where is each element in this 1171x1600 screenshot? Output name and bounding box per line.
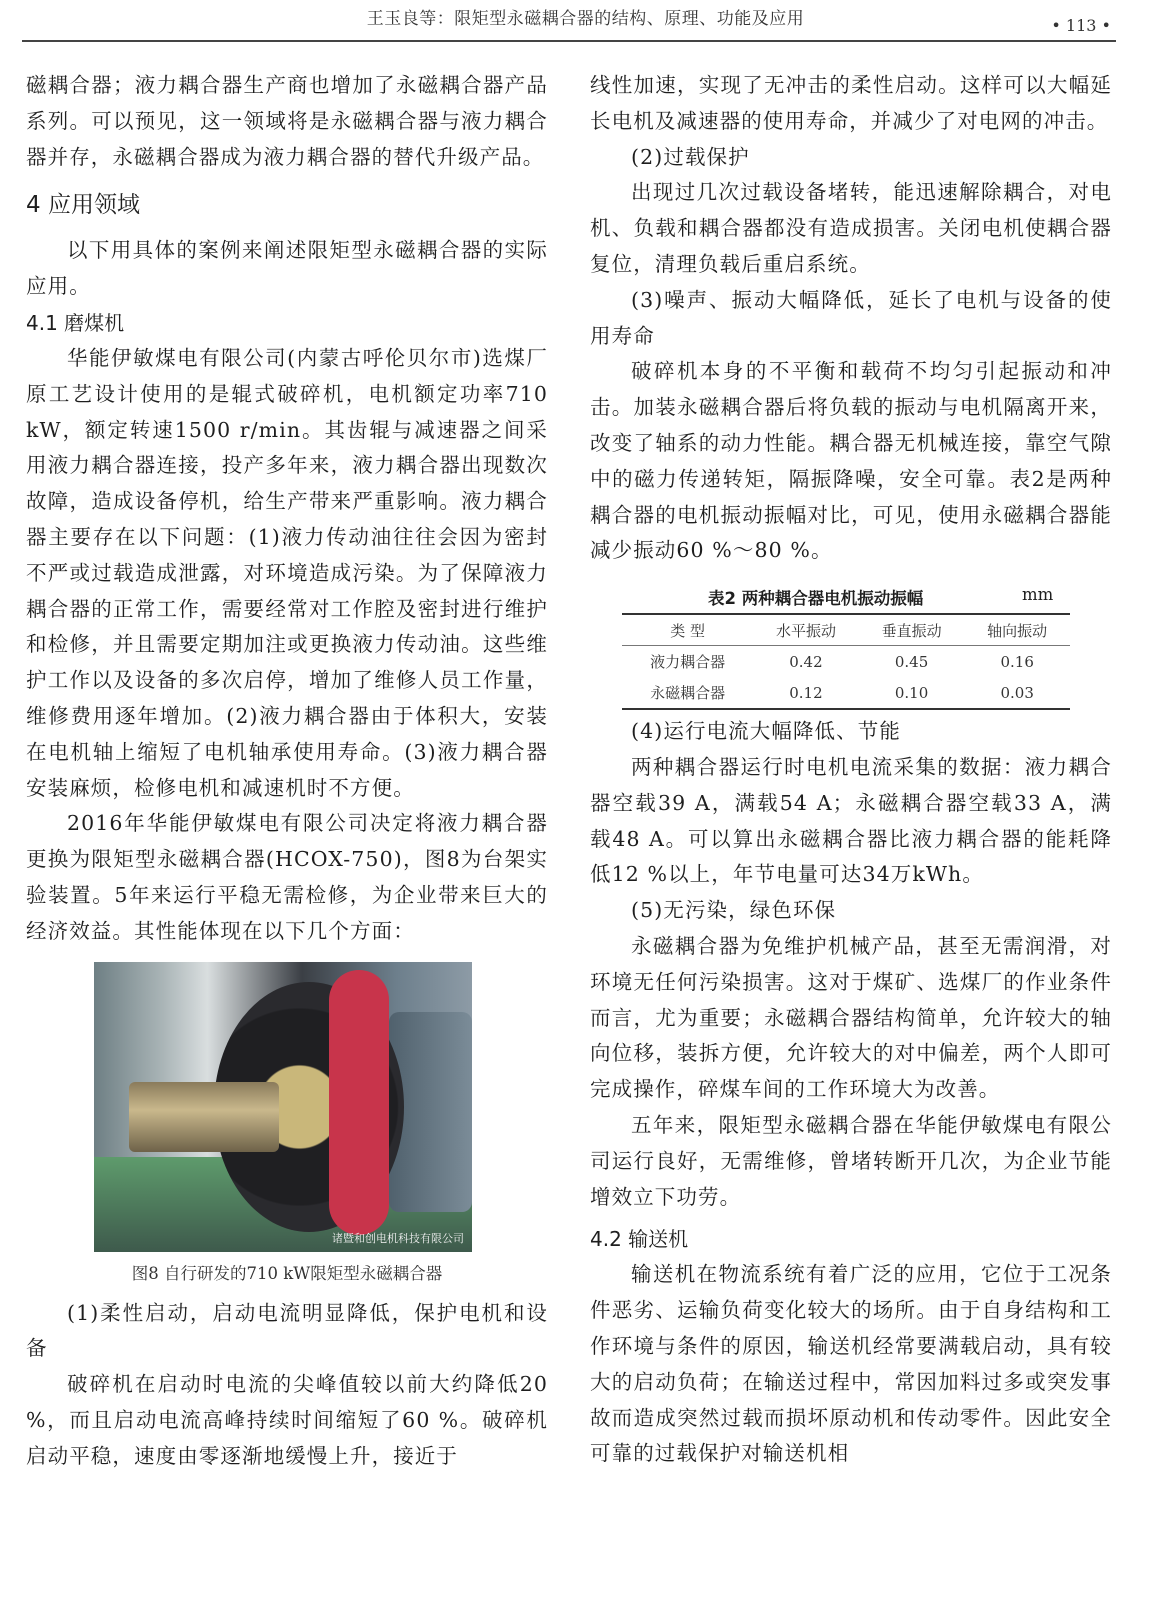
table-2 (590, 581, 1112, 710)
running-title: 王玉良等：限矩型永磁耦合器的结构、原理、功能及应用 (366, 9, 805, 29)
page-number: • 113 • (1051, 16, 1111, 35)
cell: 液力耦合器 (650, 653, 726, 672)
item-3-title: (3)噪声、振动大幅降低，延长了电机与设备的使用寿命 (590, 287, 1112, 348)
item-5-body: 永磁耦合器为免维护机械产品，甚至无需润滑，对环境无任何污染损害。这对于煤矿、选煤厂的作业条件而言，尤为重要；永磁耦合器结构简单，允许较大的轴向位移，装拆方便，允许较大的对中偏差，两个人即可完成操作，碎煤车间的工作环境大为改善。 (590, 933, 1112, 1102)
right-column (590, 68, 1112, 1472)
table-title: 表2 两种耦合器电机振动振幅 (708, 589, 924, 609)
item-1-title: (1)柔性启动，启动电流明显降低，保护电机和设备 (26, 1300, 548, 1361)
paragraph-section-4: 以下用具体的案例来阐述限矩型永磁耦合器的实际应用。 (26, 238, 548, 299)
item-1-body: 破碎机在启动时电流的尖峰值较以前大约降低20 %，而且启动电流高峰持续时间缩短了60 %。破碎机启动平稳，速度由零逐渐地缓慢上升，接近于 (26, 1372, 548, 1468)
section-4-heading: 4 应用领域 (26, 192, 140, 219)
item-3-body: 破碎机本身的不平衡和载荷不均匀引起振动和冲击。加装永磁耦合器后将负载的振动与电机隔离开来，改变了轴系的动力性能。耦合器无机械连接，靠空气隙中的磁力传递转矩，隔振降噪，安全可靠。表2是两种耦合器的电机振动振幅对比，可见，使用永磁耦合器能减少振动60 %～80 %。 (590, 359, 1112, 563)
cell: 0.16 (1000, 652, 1034, 671)
vibration-table (622, 613, 1070, 710)
section-4-1-heading: 4.1 磨煤机 (26, 310, 125, 335)
paragraph-4-1-a: 华能伊敏煤电有限公司(内蒙古呼伦贝尔市)选煤厂原工艺设计使用的是辊式破碎机，电机额定功率710 kW，额定转速1500 r/min。其齿辊与减速器之间采用液力耦合器连接，投产多年来，液力耦合器出现数次故障，造成设备停机，给生产带来严重影响。液力耦合器主要存在以下问题：(1)液力传动油往往会因为密封不严或过载造成泄露，对环境造成污染。为了保障液力耦合器的正常工作，需要经常对工作腔及密封进行维护和检修，并且需要定期加注或更换液力传动油。这些维护工作以及设备的多次启停，增加了维修人员工作量，维修费用逐年增加。(2)液力耦合器由于体积大，安装在电机轴上缩短了电机轴承使用寿命。(3)液力耦合器安装麻烦，检修电机和减速机时不方便。 (26, 345, 548, 800)
table-row (622, 677, 1070, 709)
item-4-title: (4)运行电流大幅降低、节能 (631, 719, 901, 744)
cell: 永磁耦合器 (622, 677, 753, 709)
paragraph-summary: 五年来，限矩型永磁耦合器在华能伊敏煤电有限公司运行良好，无需维修，曾堵转断开几次，为企业节能增效立下功劳。 (590, 1112, 1112, 1209)
col-header-horizontal: 水平振动 (753, 614, 859, 646)
photo-shaft (129, 1082, 279, 1152)
table-caption (590, 581, 1112, 613)
item-2-title: (2)过载保护 (631, 144, 750, 169)
header-rule (22, 40, 1116, 42)
paragraph-intro: 磁耦合器；液力耦合器生产商也增加了永磁耦合器产品系列。可以预见，这一领域将是永磁耦合器与液力耦合器并存，永磁耦合器成为液力耦合器的替代升级产品。 (26, 73, 548, 169)
table-header-row (622, 614, 1070, 646)
table-unit: mm (1022, 585, 1054, 605)
figure-caption: 图8 自行研发的710 kW限矩型永磁耦合器 (131, 1263, 443, 1283)
cell: 0.42 (789, 652, 823, 671)
cell: 0.45 (894, 652, 929, 671)
section-4-2-heading: 4.2 输送机 (590, 1227, 689, 1252)
cell: 0.03 (964, 677, 1070, 709)
cell: 0.10 (859, 677, 965, 709)
col-header-type: 类 型 (622, 614, 753, 646)
paragraph-4-2: 输送机在物流系统有着广泛的应用，它位于工况条件恶劣、运输负荷变化较大的场所。由于自身结构和工作环境与条件的原因，输送机经常要满载启动，具有较大的启动负荷；在输送过程中，常因加料过多或突发事故而造成突然过载而损坏原动机和传动零件。因此安全可靠的过载保护对输送机相 (590, 1262, 1112, 1466)
paragraph-continued: 线性加速，实现了无冲击的柔性启动。这样可以大幅延长电机及减速器的使用寿命，并减少了对电网的冲击。 (590, 73, 1112, 133)
photo-red-ring (329, 970, 389, 1235)
item-5-title: (5)无污染，绿色环保 (631, 898, 837, 923)
cell: 0.12 (753, 677, 859, 709)
photo-watermark: 诸暨和创电机科技有限公司 (332, 1231, 464, 1245)
item-2-body: 出现过几次过载设备堵转，能迅速解除耦合，对电机、负载和耦合器都没有造成损害。关闭电机使耦合器复位，清理负载后重启系统。 (590, 180, 1112, 276)
item-4-body: 两种耦合器运行时电机电流采集的数据：液力耦合器空载39 A，满载54 A；永磁耦合器空载33 A，满载48 A。可以算出永磁耦合器比液力耦合器的能耗降低12 %以上，年节电量可达34万kWh。 (590, 754, 1112, 887)
figure-8 (26, 962, 548, 1286)
left-column (26, 68, 548, 1475)
table-row (622, 646, 1070, 678)
col-header-vertical: 垂直振动 (859, 614, 965, 646)
coupler-photo (94, 962, 472, 1252)
col-header-axial: 轴向振动 (964, 614, 1070, 646)
paragraph-4-1-b: 2016年华能伊敏煤电有限公司决定将液力耦合器更换为限矩型永磁耦合器(HCOX-750)，图8为台架实验装置。5年来运行平稳无需检修，为企业带来巨大的经济效益。其性能体现在以下几个方面： (26, 811, 548, 943)
